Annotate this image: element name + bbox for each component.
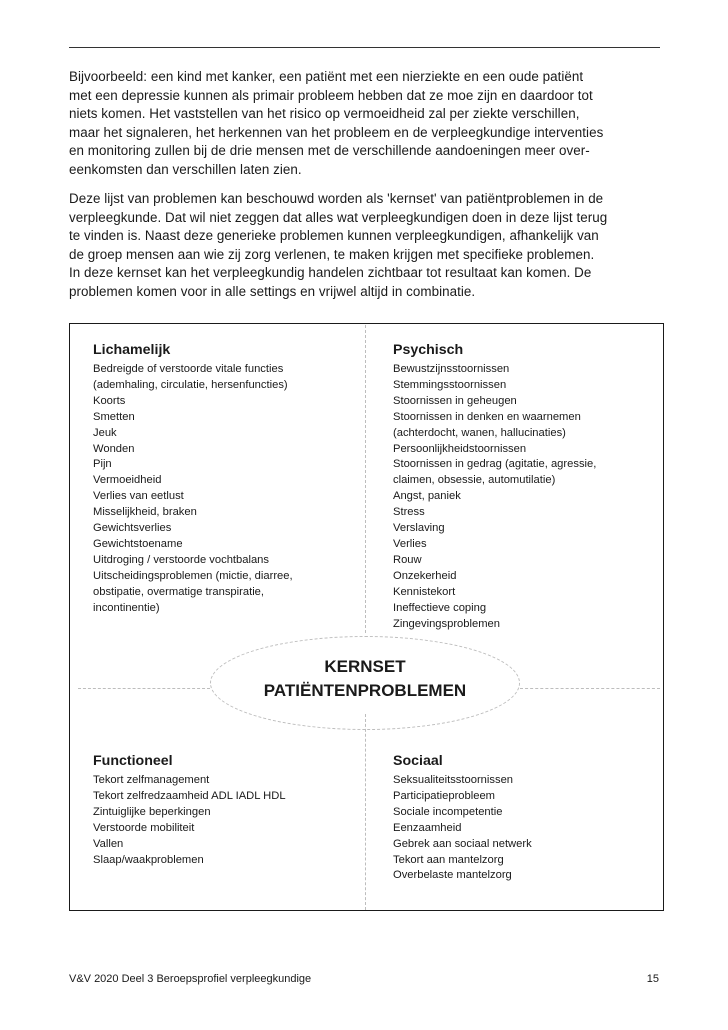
problem-item: Onzekerheid (393, 569, 457, 582)
problem-item: Verlies (393, 537, 427, 550)
intro-paragraph-2 (69, 190, 663, 302)
page-number: 15 (646, 973, 659, 985)
problem-item: Sociale incompetentie (393, 805, 503, 818)
problem-item: Tekort zelfmanagement (93, 774, 210, 786)
problem-item: Verslaving (393, 522, 445, 535)
center-title-line: PATIËNTENPROBLEMEN (263, 681, 467, 700)
divider-vertical-bottom (365, 714, 366, 910)
problem-item: Tekort aan mantelzorg (393, 853, 504, 866)
problem-item: Gebrek aan sociaal netwerk (393, 837, 532, 850)
text-line: In deze kernset kan het verpleegkundig handelen zichtbaar tot resultaat kan komen. De (69, 265, 592, 281)
text-line: Deze lijst van problemen kan beschouwd worden als 'kernset' van patiëntproblemen in de (69, 191, 604, 206)
divider-horizontal-right (520, 688, 660, 689)
problem-item: Uitdroging / verstoorde vochtbalans (93, 553, 269, 566)
problem-item: Gewichtstoename (93, 537, 183, 550)
diagram-center-title (210, 655, 520, 703)
divider-horizontal-left (78, 688, 210, 689)
problem-item: Kennistekort (393, 585, 456, 598)
top-rule (69, 47, 660, 48)
text-line: te vinden is. Naast deze generieke problemen kunnen verpleegkundigen, afhankelijk van (69, 228, 599, 244)
text-line: en monitoring zullen bij de drie mensen met de verschillende aandoeningen meer over- (69, 143, 590, 159)
problem-item: Stoornissen in gedrag (agitatie, agressie, (393, 458, 597, 471)
quadrant-title: Sociaal (393, 753, 443, 769)
problem-item: Smetten (93, 410, 135, 423)
problem-item: Participatieprobleem (393, 789, 495, 802)
text-line: eenkomsten dan verschillen laten zien. (69, 161, 302, 177)
center-title-line: KERNSET (324, 657, 406, 676)
problem-item: Slaap/waakproblemen (93, 853, 204, 866)
problem-item: Misselijkheid, braken (93, 506, 197, 519)
quadrant-sociaal (393, 752, 532, 884)
text-line: de groep mensen aan wie zij zorg verlenen, te maken krijgen met specifieke problemen. (69, 246, 595, 262)
divider-vertical-top (365, 325, 366, 633)
problem-item: Pijn (93, 458, 112, 471)
problem-item: Verlies van eetlust (93, 490, 184, 503)
problem-item: Zintuiglijke beperkingen (93, 805, 211, 818)
problem-list (393, 773, 532, 884)
problem-item: Stoornissen in denken en waarnemen (393, 410, 581, 423)
problem-item: Wonden (93, 442, 135, 455)
footer-title: V&V 2020 Deel 3 Beroepsprofiel verpleegkundige (69, 973, 312, 985)
problem-item: Seksualiteitsstoornissen (393, 774, 514, 786)
problem-item: Rouw (393, 553, 422, 566)
problem-item: Jeuk (93, 426, 117, 439)
problem-item: Stoornissen in geheugen (393, 394, 517, 407)
problem-item: Eenzaamheid (393, 821, 462, 834)
problem-item: incontinentie) (93, 601, 160, 614)
problem-item: Uitscheidingsproblemen (mictie, diarree, (93, 569, 293, 582)
text-line: maar het signaleren, het herkennen van het probleem en de verpleegkundige interventies (69, 124, 604, 140)
text-line: niets komen. Het vaststellen van het risico op vermoeidheid zal per ziekte verschillen, (69, 106, 580, 122)
problem-item: Gewichtsverlies (93, 522, 172, 535)
quadrant-psychisch (393, 341, 596, 632)
problem-list (93, 362, 293, 617)
text-line: problemen komen voor in alle settings en vrijwel altijd in combinatie. (69, 283, 476, 299)
problem-item: Vermoeidheid (93, 474, 162, 487)
quadrant-title: Lichamelijk (93, 342, 171, 358)
problem-item: Verstoorde mobiliteit (93, 821, 195, 834)
problem-item: (achterdocht, wanen, hallucinaties) (393, 426, 566, 439)
problem-item: Stress (393, 506, 425, 519)
problem-list (393, 362, 596, 632)
problem-item: Overbelaste mantelzorg (393, 869, 512, 882)
problem-item: Stemmingsstoornissen (393, 378, 507, 391)
problem-list (93, 773, 286, 868)
quadrant-title: Functioneel (93, 753, 173, 769)
problem-item: Persoonlijkheidstoornissen (393, 442, 527, 455)
text-line: Bijvoorbeeld: een kind met kanker, een patiënt met een nierziekte en een oude patiënt (69, 69, 584, 84)
quadrant-lichamelijk (93, 341, 293, 617)
text-line: verpleegkunde. Dat wil niet zeggen dat alles wat verpleegkundigen doen in deze lijst terug (69, 209, 608, 225)
problem-item: claimen, obsessie, automutilatie) (393, 474, 556, 487)
problem-item: Zingevingsproblemen (393, 617, 500, 630)
intro-paragraph-1 (69, 68, 663, 180)
problem-item: Tekort zelfredzaamheid ADL IADL HDL (93, 789, 286, 802)
problem-item: Bewustzijnsstoornissen (393, 363, 510, 375)
problem-item: Bedreigde of verstoorde vitale functies (93, 363, 284, 375)
problem-item: obstipatie, overmatige transpiratie, (93, 585, 265, 598)
quadrant-functioneel (93, 752, 286, 868)
problem-item: Vallen (93, 837, 124, 850)
quadrant-title: Psychisch (393, 342, 464, 358)
problem-item: (ademhaling, circulatie, hersenfuncties) (93, 378, 288, 391)
problem-item: Angst, paniek (393, 490, 461, 503)
problem-item: Koorts (93, 394, 126, 407)
text-line: met een depressie kunnen als primair probleem hebben dat ze moe zijn en daardoor tot (69, 87, 593, 103)
problem-item: Ineffectieve coping (393, 601, 487, 614)
